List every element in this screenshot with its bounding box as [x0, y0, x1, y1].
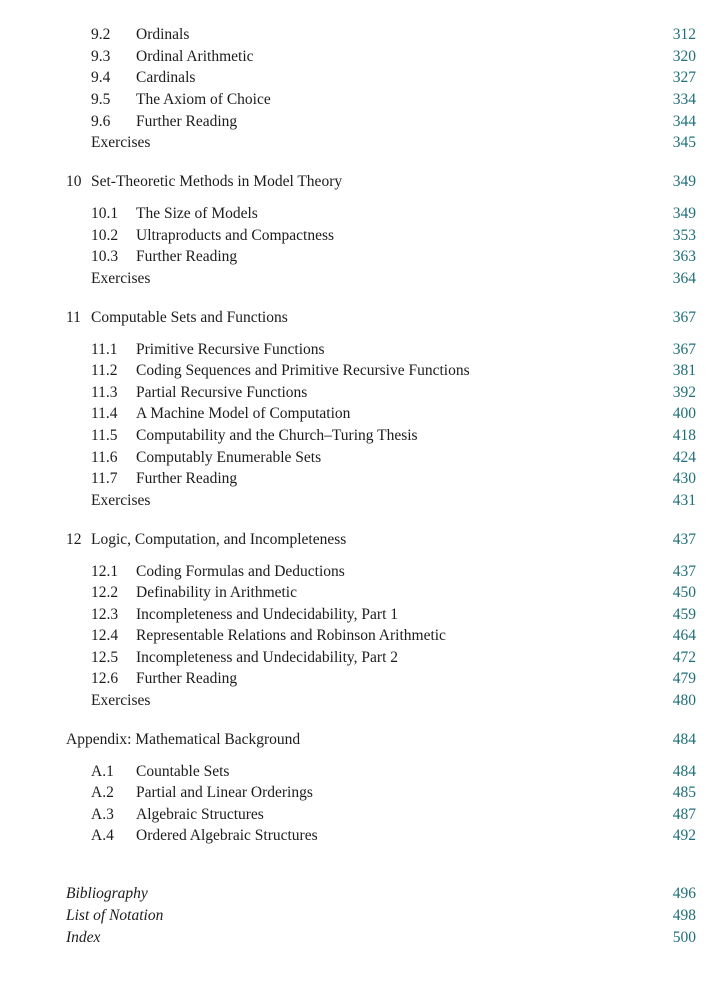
section-title: Partial and Linear Orderings [136, 784, 313, 801]
section-title: Coding Formulas and Deductions [136, 563, 345, 580]
toc-entry-a-2[interactable] [0, 782, 720, 804]
section-number: A.4 [91, 827, 114, 844]
section-number: 11.6 [91, 449, 118, 466]
page-number: 363 [672, 248, 696, 265]
section-number: A.1 [91, 763, 114, 780]
chapter-number: 11 [66, 309, 81, 326]
section-title: Further Reading [136, 470, 238, 487]
section-title: Algebraic Structures [136, 806, 264, 823]
section-number: 9.5 [91, 91, 111, 108]
toc-entry-11-exercises[interactable] [0, 490, 720, 512]
toc-entry-11-7[interactable] [0, 468, 720, 490]
page-number: 472 [672, 649, 696, 666]
chapter-title: Logic, Computation, and Incompleteness [91, 531, 347, 548]
back-matter-title: Bibliography [66, 885, 148, 902]
toc-entry-9-4[interactable] [0, 67, 720, 89]
section-title: Incompleteness and Undecidability, Part 2 [136, 649, 398, 666]
toc-entry-a-4[interactable] [0, 825, 720, 847]
toc-entry-11-3[interactable] [0, 382, 720, 404]
section-title: Ordinals [136, 26, 190, 43]
section-title: Computability and the Church–Turing Thesis [136, 427, 418, 444]
exercises-title: Exercises [91, 270, 151, 287]
page-number: 312 [672, 26, 696, 43]
page-number: 367 [672, 341, 696, 358]
toc-entry-a-1[interactable] [0, 761, 720, 783]
page-number: 353 [672, 227, 696, 244]
toc-entry-12-4[interactable] [0, 625, 720, 647]
toc-chapter-12[interactable] [0, 529, 720, 551]
section-number: 11.1 [91, 341, 118, 358]
toc-entry-11-2[interactable] [0, 360, 720, 382]
section-title: Computably Enumerable Sets [136, 449, 322, 466]
section-number: 9.6 [91, 113, 111, 130]
page-number: 431 [672, 492, 696, 509]
toc-entry-9-6[interactable] [0, 111, 720, 133]
section-title: Partial Recursive Functions [136, 384, 308, 401]
section-title: Definability in Arithmetic [136, 584, 297, 601]
page-number: 345 [672, 134, 696, 151]
section-title: Further Reading [136, 113, 238, 130]
section-number: 11.5 [91, 427, 118, 444]
section-number: 9.3 [91, 48, 111, 65]
page-number: 479 [672, 670, 696, 687]
page-number: 381 [672, 362, 696, 379]
page-number: 437 [672, 563, 696, 580]
toc-entry-11-5[interactable] [0, 425, 720, 447]
page-number: 400 [672, 405, 696, 422]
toc-entry-11-4[interactable] [0, 403, 720, 425]
toc-entry-9-exercises[interactable] [0, 132, 720, 154]
toc-index[interactable] [0, 927, 720, 949]
section-title: Primitive Recursive Functions [136, 341, 325, 358]
page-number: 487 [672, 806, 696, 823]
section-title: Incompleteness and Undecidability, Part 1 [136, 606, 398, 623]
toc-bibliography[interactable] [0, 883, 720, 905]
toc-entry-9-3[interactable] [0, 46, 720, 68]
toc-entry-12-exercises[interactable] [0, 690, 720, 712]
page-number: 480 [672, 692, 696, 709]
section-number: 9.2 [91, 26, 111, 43]
section-number: 12.5 [91, 649, 119, 666]
toc-entry-12-2[interactable] [0, 582, 720, 604]
section-title: Ordinal Arithmetic [136, 48, 254, 65]
page-number: 484 [672, 731, 696, 748]
page-number: 349 [672, 173, 696, 190]
toc-entry-11-1[interactable] [0, 339, 720, 361]
page-number: 500 [672, 929, 696, 946]
toc-chapter-11[interactable] [0, 307, 720, 329]
page-number: 464 [672, 627, 696, 644]
section-number: 12.2 [91, 584, 119, 601]
page-number: 484 [672, 763, 696, 780]
section-number: 9.4 [91, 69, 111, 86]
section-title: Countable Sets [136, 763, 230, 780]
back-matter-title: List of Notation [66, 907, 164, 924]
toc-entry-9-5[interactable] [0, 89, 720, 111]
page-number: 424 [672, 449, 696, 466]
chapter-number: 12 [66, 531, 82, 548]
section-number: 10.3 [91, 248, 119, 265]
chapter-number: 10 [66, 173, 82, 190]
page-number: 492 [672, 827, 696, 844]
toc-entry-12-3[interactable] [0, 604, 720, 626]
page-number: 450 [672, 584, 696, 601]
page-number: 392 [672, 384, 696, 401]
page-number: 334 [672, 91, 696, 108]
toc-chapter-10[interactable] [0, 171, 720, 193]
toc-entry-12-1[interactable] [0, 561, 720, 583]
page-number: 430 [672, 470, 696, 487]
section-title: Representable Relations and Robinson Arithmetic [136, 627, 446, 644]
section-title: A Machine Model of Computation [136, 405, 351, 422]
toc-entry-a-3[interactable] [0, 804, 720, 826]
page-number: 418 [672, 427, 696, 444]
section-title: Further Reading [136, 670, 238, 687]
page-number: 496 [672, 885, 696, 902]
section-number: A.3 [91, 806, 114, 823]
page-number: 459 [672, 606, 696, 623]
page-number: 498 [672, 907, 696, 924]
toc-entry-12-6[interactable] [0, 668, 720, 690]
section-title: Ordered Algebraic Structures [136, 827, 318, 844]
toc-entry-9-2[interactable] [0, 24, 720, 46]
section-title: Coding Sequences and Primitive Recursive Functions [136, 362, 470, 379]
exercises-title: Exercises [91, 134, 151, 151]
page-number: 349 [672, 205, 696, 222]
page-number: 437 [672, 531, 696, 548]
toc-entry-11-6[interactable] [0, 447, 720, 469]
section-number: 12.4 [91, 627, 119, 644]
toc-entry-10-exercises[interactable] [0, 268, 720, 290]
section-title: Ultraproducts and Compactness [136, 227, 335, 244]
section-number: 10.1 [91, 205, 119, 222]
page-number: 327 [672, 69, 696, 86]
section-number: 11.3 [91, 384, 118, 401]
toc-entry-10-2[interactable] [0, 225, 720, 247]
section-title: The Axiom of Choice [136, 91, 271, 108]
section-number: 11.2 [91, 362, 118, 379]
page-number: 364 [672, 270, 696, 287]
section-number: A.2 [91, 784, 114, 801]
exercises-title: Exercises [91, 492, 151, 509]
toc-entry-10-1[interactable] [0, 203, 720, 225]
page-number: 344 [672, 113, 696, 130]
page-number: 485 [672, 784, 696, 801]
section-title: Further Reading [136, 248, 238, 265]
page-number: 320 [672, 48, 696, 65]
toc-entry-12-5[interactable] [0, 647, 720, 669]
toc-list-of-notation[interactable] [0, 905, 720, 927]
chapter-title: Computable Sets and Functions [91, 309, 288, 326]
toc-appendix[interactable] [0, 729, 720, 751]
appendix-title: Appendix: Mathematical Background [66, 731, 301, 748]
section-number: 11.4 [91, 405, 118, 422]
section-title: The Size of Models [136, 205, 258, 222]
section-number: 12.6 [91, 670, 119, 687]
section-number: 12.3 [91, 606, 119, 623]
section-number: 11.7 [91, 470, 118, 487]
exercises-title: Exercises [91, 692, 151, 709]
page-number: 367 [672, 309, 696, 326]
section-number: 12.1 [91, 563, 119, 580]
toc-entry-10-3[interactable] [0, 246, 720, 268]
section-number: 10.2 [91, 227, 119, 244]
back-matter-title: Index [66, 929, 101, 946]
section-title: Cardinals [136, 69, 196, 86]
chapter-title: Set-Theoretic Methods in Model Theory [91, 173, 343, 190]
